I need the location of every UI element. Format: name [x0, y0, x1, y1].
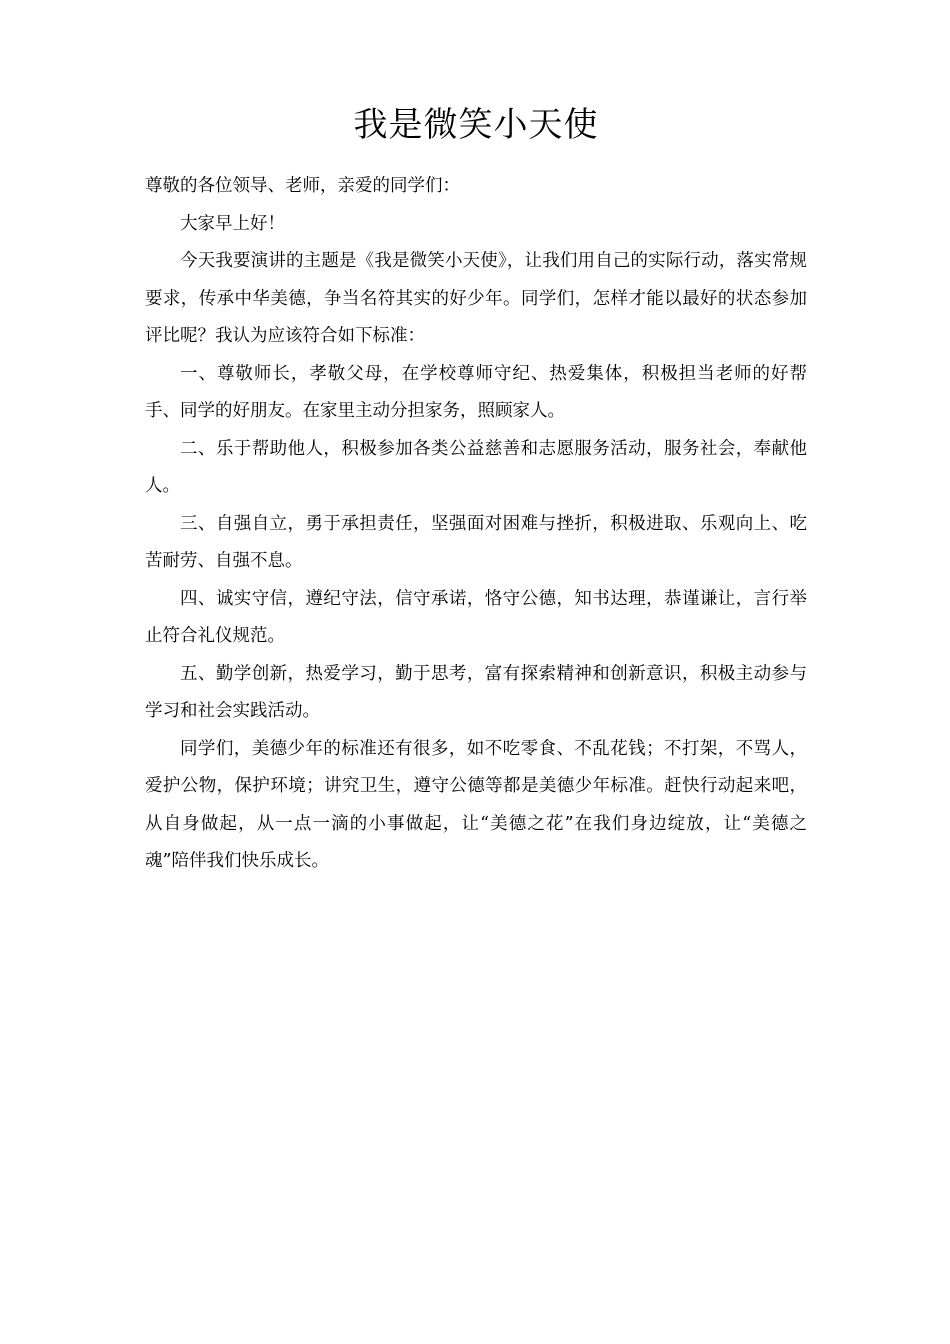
paragraph-conclusion: 同学们，美德少年的标准还有很多，如不吃零食、不乱花钱；不打架，不骂人，爱护公物，保护环境；讲究卫生，遵守公德等都是美德少年标准。赶快行动起来吧，从自身做起，从一点一滴的小事做起，让“美德之花”在我们身边绽放，让“美德之魂”陪伴我们快乐成长。	[145, 738, 807, 871]
document-page	[145, 100, 807, 881]
paragraph-standard-5: 五、勤学创新，热爱学习，勤于思考，富有探索精神和创新意识，积极主动参与学习和社会实践活动。	[145, 663, 807, 721]
paragraph-standard-1: 一、尊敬师长，孝敬父母，在学校尊师守纪、热爱集体，积极担当老师的好帮手、同学的好朋友。在家里主动分担家务，照顾家人。	[145, 363, 807, 421]
salutation: 尊敬的各位领导、老师，亲爱的同学们：	[145, 176, 460, 196]
paragraph-standard-4: 四、诚实守信，遵纪守法，信守承诺，恪守公德，知书达理，恭谨谦让，言行举止符合礼仪规范。	[145, 588, 807, 646]
paragraph-intro: 今天我要演讲的主题是《我是微笑小天使》，让我们用自己的实际行动，落实常规要求，传承中华美德，争当名符其实的好少年。同学们，怎样才能以最好的状态参加评比呢？我认为应该符合如下标准：	[145, 251, 807, 346]
paragraph-standard-3: 三、自强自立，勇于承担责任，坚强面对困难与挫折，积极进取、乐观向上、吃苦耐劳、自强不息。	[145, 513, 807, 571]
paragraph-standard-2: 二、乐于帮助他人，积极参加各类公益慈善和志愿服务活动，服务社会，奉献他人。	[145, 438, 807, 496]
paragraph-greeting: 大家早上好！	[180, 213, 285, 234]
document-title: 我是微笑小天使	[353, 105, 599, 145]
